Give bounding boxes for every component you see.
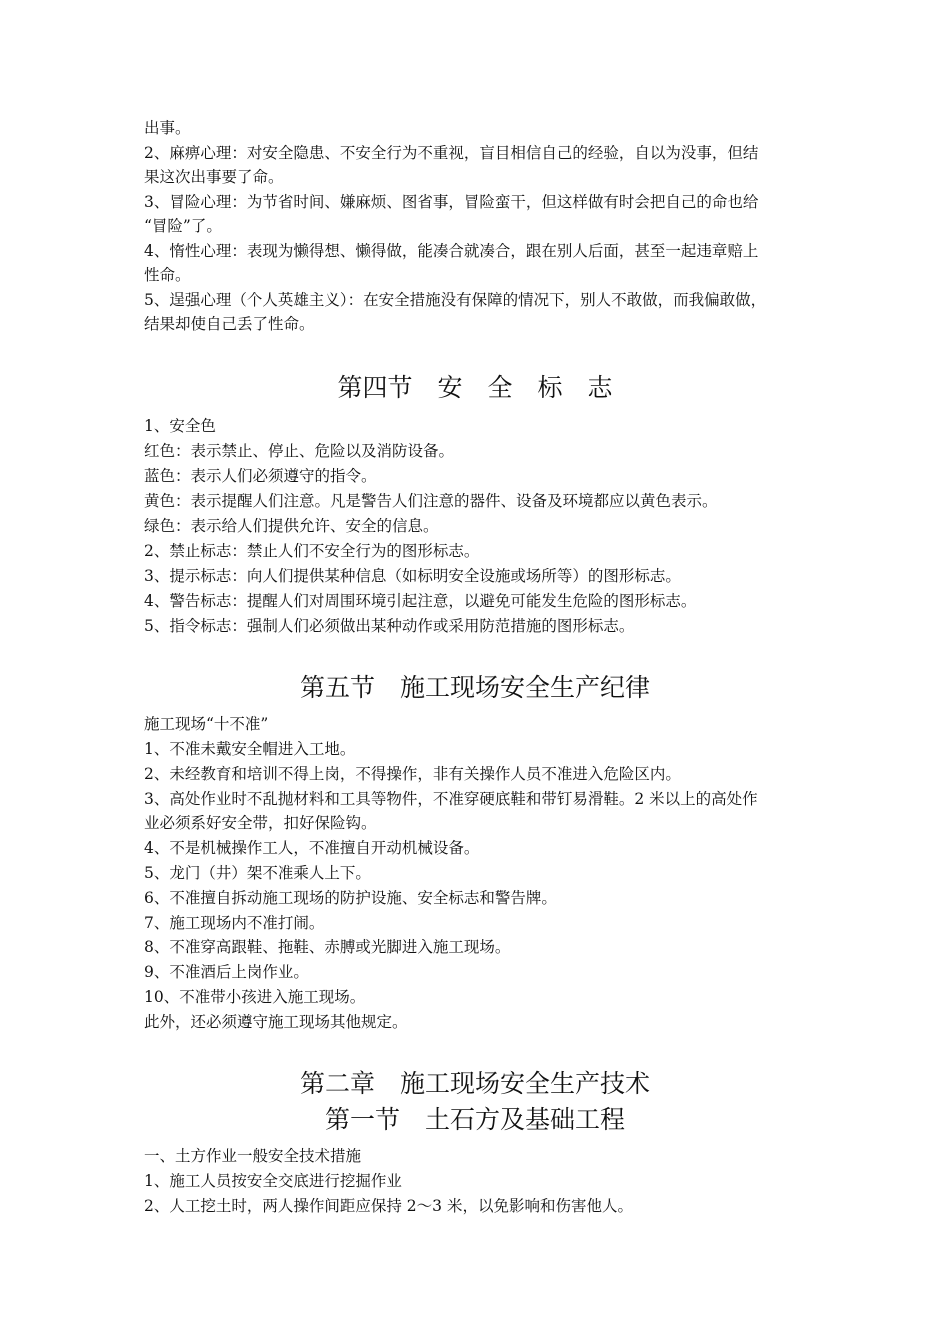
text-line: 果这次出事要了命。 (144, 168, 284, 186)
text-line: 红色：表示禁止、停止、危险以及消防设备。 (144, 442, 455, 460)
text-line: “冒险”了。 (144, 217, 222, 235)
text-line: 4、惰性心理：表现为懒得想、懒得做，能凑合就凑合，跟在别人后面，甚至一起违章赔上 (144, 242, 759, 260)
text-line: 1、不准未戴安全帽进入工地。 (144, 740, 356, 758)
text-line: 一、土方作业一般安全技术措施 (144, 1147, 362, 1165)
text-line: 2、麻痹心理：对安全隐患、不安全行为不重视，盲目相信自己的经验，自以为没事，但结 (144, 144, 759, 162)
chapter-heading: 第二章 施工现场安全生产技术 (299, 1069, 650, 1098)
text-line: 6、不准擅自拆动施工现场的防护设施、安全标志和警告牌。 (144, 889, 557, 907)
text-line: 5、龙门（井）架不准乘人上下。 (144, 864, 371, 882)
text-line: 3、高处作业时不乱抛材料和工具等物件，不准穿硬底鞋和带钉易滑鞋。2 米以上的高处作 (144, 790, 758, 808)
text-line: 黄色：表示提醒人们注意。凡是警告人们注意的器件、设备及环境都应以黄色表示。 (144, 492, 718, 510)
text-line: 2、未经教育和培训不得上岗，不得操作，非有关操作人员不准进入危险区内。 (144, 765, 681, 783)
text-line: 1、施工人员按安全交底进行挖掘作业 (144, 1172, 402, 1190)
section-heading: 第四节 安 全 标 志 (337, 373, 613, 402)
text-line: 2、人工挖土时，两人操作间距应保持 2～3 米，以免影响和伤害他人。 (144, 1197, 633, 1215)
text-line: 1、安全色 (144, 417, 216, 435)
text-line: 结果却使自己丢了性命。 (144, 315, 315, 333)
text-line: 此外，还必须遵守施工现场其他规定。 (144, 1013, 408, 1031)
text-line: 出事。 (144, 119, 191, 137)
section-heading: 第五节 施工现场安全生产纪律 (299, 673, 650, 702)
text-line: 5、逞强心理（个人英雄主义）：在安全措施没有保障的情况下，别人不敢做，而我偏敢做， (144, 291, 767, 309)
text-line: 4、不是机械操作工人，不准擅自开动机械设备。 (144, 839, 480, 857)
text-line: 3、冒险心理：为节省时间、嫌麻烦、图省事，冒险蛮干，但这样做有时会把自己的命也给 (144, 193, 759, 211)
text-line: 7、施工现场内不准打闹。 (144, 914, 325, 932)
text-line: 9、不准酒后上岗作业。 (144, 963, 309, 981)
text-line: 性命。 (144, 266, 191, 284)
text-line: 4、警告标志：提醒人们对周围环境引起注意，以避免可能发生危险的图形标志。 (144, 592, 697, 610)
text-line: 施工现场“十不准” (144, 715, 269, 733)
text-line: 3、提示标志：向人们提供某种信息（如标明安全设施或场所等）的图形标志。 (144, 567, 681, 585)
text-line: 业必须系好安全带，扣好保险钩。 (144, 814, 377, 832)
text-line: 5、指令标志：强制人们必须做出某种动作或采用防范措施的图形标志。 (144, 617, 635, 635)
section-heading: 第一节 土石方及基础工程 (324, 1105, 625, 1134)
text-line: 蓝色：表示人们必须遵守的指令。 (144, 467, 377, 485)
text-line: 8、不准穿高跟鞋、拖鞋、赤膊或光脚进入施工现场。 (144, 938, 511, 956)
text-line: 绿色：表示给人们提供允许、安全的信息。 (144, 517, 439, 535)
text-line: 10、不准带小孩进入施工现场。 (144, 988, 366, 1006)
text-line: 2、禁止标志：禁止人们不安全行为的图形标志。 (144, 542, 480, 560)
